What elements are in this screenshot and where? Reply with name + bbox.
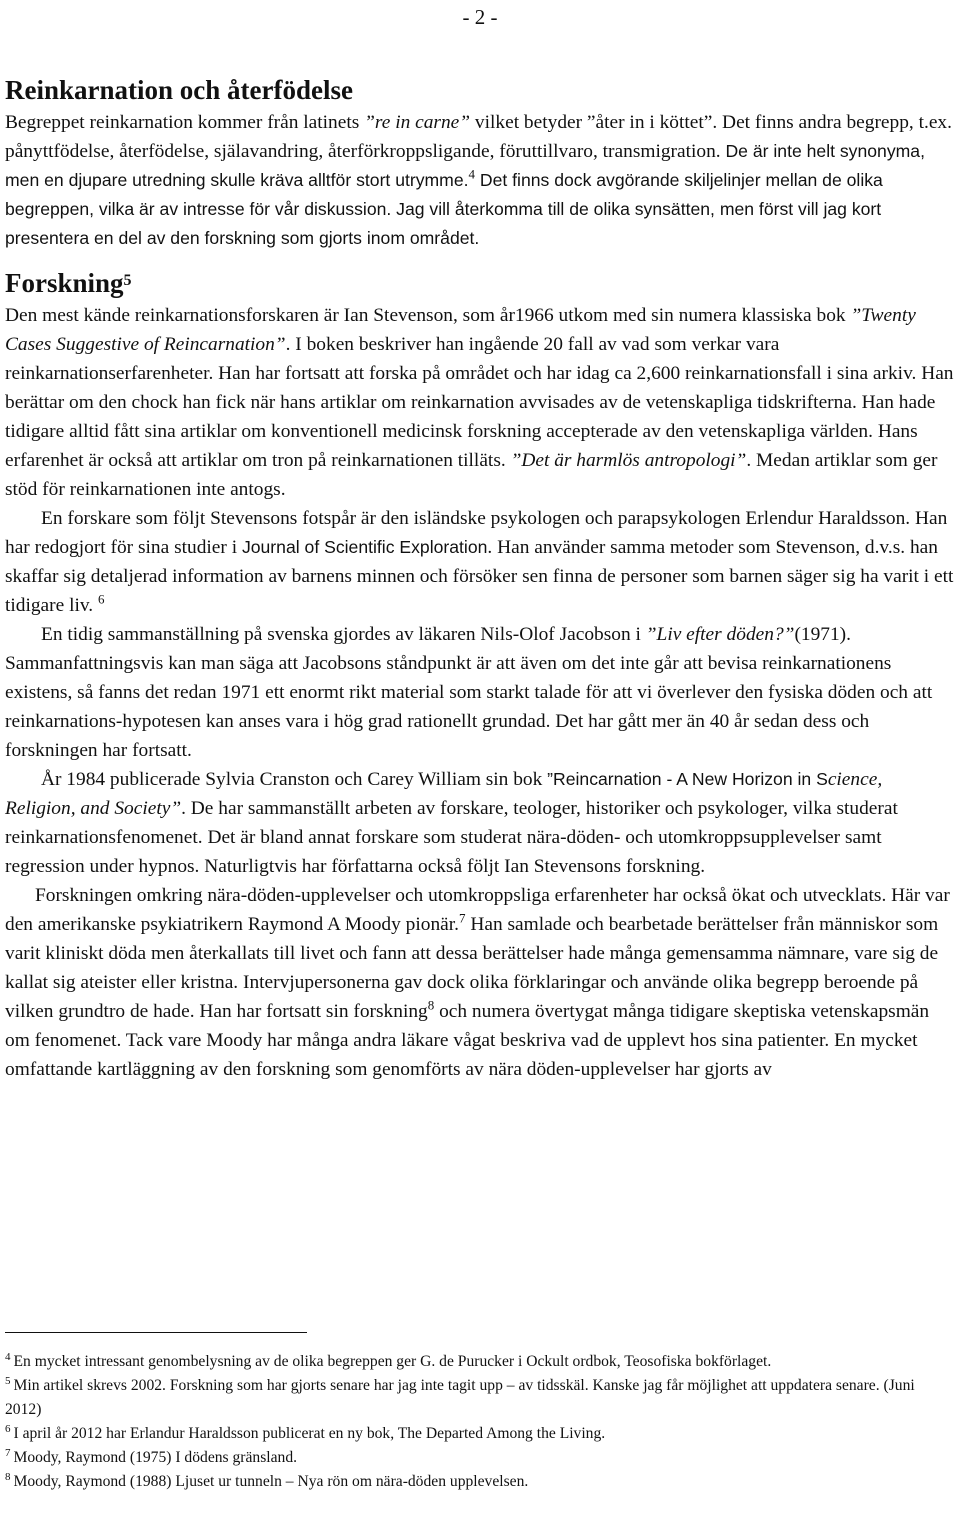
text-run: De är inte helt synonyma, men en djupare utredning skulle kräva alltför stort utrymme. (5, 141, 925, 190)
footnote-text: I april år 2012 har Erlandur Haraldsson publicerat en ny bok, The Departed Among the Living. (13, 1425, 606, 1442)
footnote-8 (5, 1470, 950, 1494)
section-heading-reinkarnation: Reinkarnation och återfödelse (5, 75, 353, 105)
footnote-number: 8 (5, 1470, 11, 1483)
book-title: ”Twenty Cases Suggestive of Reincarnation” (5, 305, 916, 355)
footnote-text: Moody, Raymond (1975) I dödens gränsland. (13, 1449, 298, 1466)
paragraph-haraldsson (5, 504, 955, 620)
footnote-number: 6 (5, 1422, 11, 1435)
text-run: . Medan artiklar som ger stöd för reinkarnationen inte antogs. (5, 450, 938, 500)
footnote-number: 4 (5, 1350, 11, 1363)
text-run: . Han använder samma metoder som Stevenson, d.v.s. han skaffar sig detaljerad information av barnens minnen och försöker sen finna de personer som barnen säger sig ha varit i ett tidigare liv. (5, 537, 954, 616)
footnote-text: Min artikel skrevs 2002. Forskning som har gjorts senare har jag inte tagit upp – av tidsskäl. Kanske jag får möjlighet att uppdatera senare. (Juni 2012) (5, 1377, 915, 1418)
text-run: (1971). Sammanfattningsvis kan man säga att Jacobsons ståndpunkt är att även om det inte går att bevisa reinkarnationens existens, så fanns det redan 1971 ett enormt rikt material som starkt talade för att vi överlever den fysiska döden och att reinkarnations-hypotesen kan anses vara i hög grad rationellt grundad. Det har gått mer än 40 år sedan dess och forskningen har fortsatt. (5, 624, 933, 761)
section-heading-forskning (5, 265, 955, 301)
page-number: - 2 - (462, 5, 498, 29)
text-run: En tidig sammanställning på svenska gjordes av läkaren Nils-Olof Jacobson i (41, 624, 646, 645)
footnotes (5, 1350, 950, 1494)
text-run: Han samlade och bearbetade berättelser från människor som varit kliniskt döda men återkallats till livet och fann att dessa berättelser hade många gemensamma nämnare, vare sig de kallat sig ateister eller kristna. Intervjupersonerna gav dock olika förklaringar och använde olika begrepp beroende på vilken grundtro de hade. Han har fortsatt sin forskning (5, 914, 939, 1022)
footnote-ref-4[interactable]: 4 (468, 166, 476, 182)
paragraph-reinkarnation (5, 108, 955, 253)
heading-text: Forskning (5, 268, 124, 298)
paragraph-stevenson (5, 301, 955, 504)
paragraph-cranston (5, 765, 955, 881)
book-title: ”Liv efter döden?” (645, 624, 795, 645)
footnote-7 (5, 1446, 950, 1470)
footnote-5 (5, 1374, 950, 1422)
footnote-number: 5 (5, 1374, 11, 1387)
footnote-ref-6[interactable]: 6 (97, 591, 105, 607)
text-run: och numera övertygat många tidigare skeptiska vetenskapsmän om fenomenet. Tack vare Moody har många andra läkare vågat beskriva vad de upplevt hos sina patienter. En mycket omfattande kartläggning av den forskning som genomförts av nära döden-upplevelser har gjorts av (5, 1001, 930, 1080)
document-body (5, 72, 955, 1084)
footnote-ref-8[interactable]: 8 (427, 997, 435, 1013)
text-run: Forskningen omkring nära-döden-upplevelser och utomkroppsliga erfarenheter har också ökat och utvecklats. Här var den amerikanske psykiatrikern Raymond A Moody pionär. (5, 885, 950, 935)
footnote-ref-7[interactable]: 7 (458, 910, 466, 926)
footnote-text: Moody, Raymond (1988) Ljuset ur tunneln – Nya rön om nära-döden upplevelsen. (13, 1473, 529, 1490)
footnote-number: 7 (5, 1446, 11, 1459)
footnote-4 (5, 1350, 950, 1374)
footnote-separator (5, 1332, 307, 1333)
text-run: Begreppet reinkarnation kommer från latinets (5, 112, 365, 133)
quote: ”Det är harmlös antropologi” (510, 450, 747, 471)
paragraph-moody (5, 881, 955, 1084)
text-run: En forskare som följt Stevensons fotspår är den isländske psykologen och parapsykologen Erlendur Haraldsson. Han har redogjort för sina studier i (5, 508, 948, 558)
footnote-text: En mycket intressant genombelysning av de olika begreppen ger G. de Purucker i Ockult ordbok, Teosofiska bokförlaget. (13, 1353, 772, 1370)
journal-name: Journal of Scientific Exploration (241, 537, 488, 557)
book-title-part: cience, Religion, and Society” (5, 769, 883, 819)
latin-quote: ”re in carne” (364, 112, 471, 133)
text-run: År 1984 publicerade Sylvia Cranston och Carey William sin bok (41, 769, 548, 790)
text-run: vilket betyder ”åter in i köttet”. Det finns andra begrepp, t.ex. pånyttfödelse, återfödelse, själavandring, återförkroppsligande, föruttillvaro, transmigration. (5, 112, 952, 162)
footnote-6 (5, 1422, 950, 1446)
footnote-ref-5[interactable]: 5 (123, 272, 132, 289)
text-run: Den mest kände reinkarnationsforskaren är Ian Stevenson, som år1966 utkom med sin numera klassiska bok (5, 305, 851, 326)
text-run: . I boken beskriver han ingående 20 fall av vad som verkar vara reinkarnationserfarenheter. Han har fortsatt att forska på området och har idag ca 2,600 reinkarnationsfall i sina arkiv. Han berättar om den chock han fick när hans artiklar om reinkarnation avvisades av de vetenskapliga tidskrifterna. Han hade tidigare alltid fått sina artiklar om konventionell medicinsk forskning accepterade av den vetenskapliga världen. Hans erfarenhet är också att artiklar om tron på reinkarnationen tilläts. (5, 334, 954, 471)
text-run: Det finns dock avgörande skiljelinjer mellan de olika begreppen, vilka är av intresse för vår diskussion. Jag vill återkomma till de olika synsätten, men först vill jag kort presentera en del av den forskning som gjorts inom området. (5, 170, 883, 248)
paragraph-jacobson (5, 620, 955, 765)
book-title-part: ”Reincarnation - A New Horizon in S (547, 769, 828, 789)
text-run: . De har sammanställt arbeten av forskare, teologer, historiker och psykologer, vilka studerat reinkarnationsfenomenet. Det är bland annat forskare som studerat nära-döden- och utomkroppsupplevelser samt regression under hypnos. Naturligtvis har författarna också följt Ian Stevensons forskning. (5, 798, 898, 877)
